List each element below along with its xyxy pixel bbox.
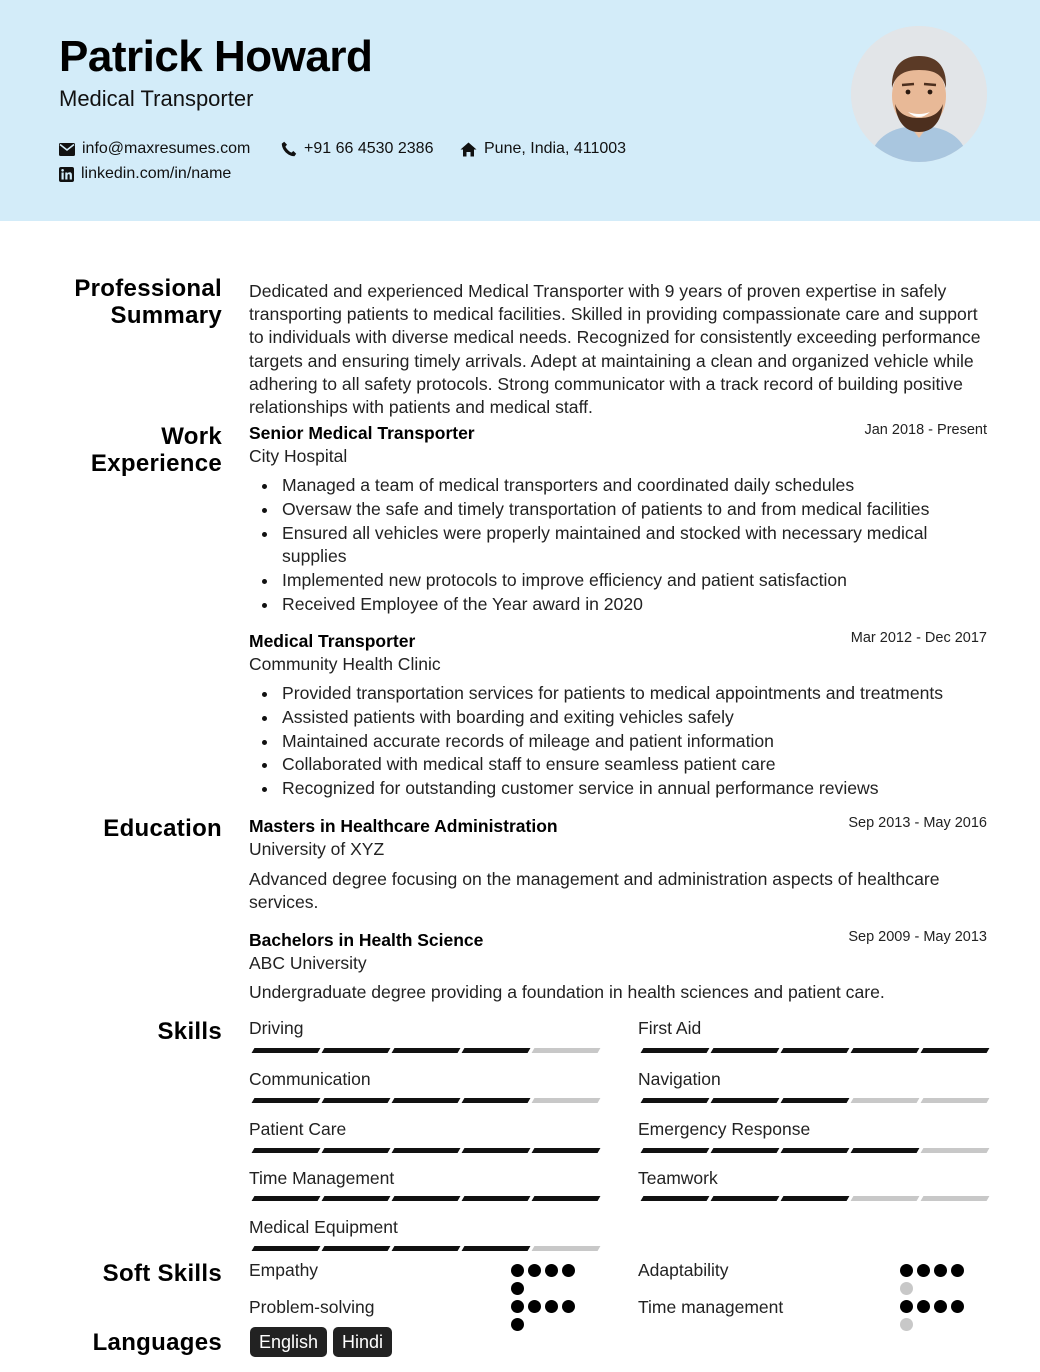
skill-rating-segment bbox=[711, 1048, 780, 1053]
experience-heading bbox=[91, 423, 222, 477]
contact-email[interactable] bbox=[59, 140, 250, 158]
soft-skill-name: Adaptability bbox=[638, 1260, 729, 1280]
experience-heading-line1: Work bbox=[161, 423, 222, 450]
skill-name: Medical Equipment bbox=[249, 1217, 398, 1237]
skill-rating-segment bbox=[392, 1048, 461, 1053]
skill-rating-segment bbox=[462, 1246, 531, 1251]
rating-dot bbox=[545, 1300, 558, 1313]
skill-rating-segment bbox=[322, 1196, 391, 1201]
soft-skill-rating-dots bbox=[511, 1300, 581, 1336]
rating-dot bbox=[917, 1264, 930, 1277]
list-item: Assisted patients with boarding and exiting vehicles safely bbox=[282, 706, 992, 730]
skill-rating-segment bbox=[322, 1246, 391, 1251]
skill-rating-segment bbox=[711, 1148, 780, 1153]
skill-rating-bar bbox=[253, 1246, 603, 1251]
rating-dot bbox=[511, 1318, 524, 1331]
skill-rating-segment bbox=[392, 1246, 461, 1251]
rating-dot bbox=[951, 1264, 964, 1277]
skill-name: Time Management bbox=[249, 1168, 395, 1188]
skill-rating-segment bbox=[462, 1148, 531, 1153]
languages-heading: Languages bbox=[92, 1329, 222, 1356]
skill-rating-segment bbox=[921, 1048, 990, 1053]
skill-rating-segment bbox=[532, 1098, 601, 1103]
rating-dot bbox=[900, 1318, 913, 1331]
job-dates: Jan 2018 - Present bbox=[864, 422, 987, 438]
list-item: Managed a team of medical transporters and coordinated daily schedules bbox=[282, 474, 992, 498]
contact-address bbox=[460, 140, 626, 158]
skill-rating-segment bbox=[781, 1196, 850, 1201]
soft-skill-rating-dots bbox=[511, 1264, 581, 1300]
education-dates: Sep 2009 - May 2013 bbox=[848, 929, 987, 945]
education-description: Advanced degree focusing on the management and administration aspects of healthcare services. bbox=[249, 869, 940, 913]
soft-skill-name: Empathy bbox=[249, 1260, 319, 1280]
rating-dot bbox=[562, 1264, 575, 1277]
school-name: University of XYZ bbox=[249, 839, 385, 859]
skill-rating-segment bbox=[641, 1148, 710, 1153]
summary-heading-line1: Professional bbox=[74, 275, 222, 302]
skill-rating-segment bbox=[252, 1196, 321, 1201]
skill-rating-segment bbox=[462, 1196, 531, 1201]
list-item: Provided transportation services for patients to medical appointments and treatments bbox=[282, 682, 992, 706]
skill-rating-segment bbox=[462, 1098, 531, 1103]
resume-header bbox=[0, 0, 1040, 221]
job-bullets bbox=[282, 682, 992, 801]
skill-rating-segment bbox=[322, 1098, 391, 1103]
list-item: Ensured all vehicles were properly maintained and stocked with necessary medical supplies bbox=[282, 522, 992, 570]
skill-rating-segment bbox=[252, 1246, 321, 1251]
skill-rating-segment bbox=[781, 1148, 850, 1153]
job-company: Community Health Clinic bbox=[249, 654, 441, 674]
contact-linkedin[interactable] bbox=[59, 165, 231, 183]
job-bullets bbox=[282, 474, 992, 617]
skill-rating-segment bbox=[641, 1048, 710, 1053]
skill-rating-segment bbox=[392, 1098, 461, 1103]
linkedin-icon bbox=[59, 167, 74, 182]
skill-rating-segment bbox=[921, 1196, 990, 1201]
rating-dot bbox=[528, 1264, 541, 1277]
soft-skill-rating-dots bbox=[900, 1300, 970, 1336]
skill-name: First Aid bbox=[638, 1018, 702, 1038]
skill-rating-segment bbox=[851, 1098, 920, 1103]
skill-rating-segment bbox=[711, 1098, 780, 1103]
skill-rating-segment bbox=[462, 1048, 531, 1053]
rating-dot bbox=[900, 1282, 913, 1295]
skill-rating-segment bbox=[921, 1148, 990, 1153]
skill-rating-segment bbox=[781, 1098, 850, 1103]
phone-text: +91 66 4530 2386 bbox=[304, 140, 434, 157]
list-item: Implemented new protocols to improve efficiency and patient satisfaction bbox=[282, 569, 992, 593]
skill-rating-segment bbox=[392, 1196, 461, 1201]
skill-rating-segment bbox=[532, 1148, 601, 1153]
list-item: Recognized for outstanding customer service in annual performance reviews bbox=[282, 777, 992, 801]
candidate-title: Medical Transporter bbox=[59, 86, 254, 111]
summary-heading bbox=[74, 275, 222, 329]
linkedin-text: linkedin.com/in/name bbox=[81, 165, 232, 182]
rating-dot bbox=[900, 1300, 913, 1313]
skill-rating-segment bbox=[711, 1196, 780, 1201]
skill-rating-segment bbox=[532, 1048, 601, 1053]
skill-rating-bar bbox=[253, 1196, 603, 1201]
rating-dot bbox=[545, 1264, 558, 1277]
skill-rating-segment bbox=[532, 1196, 601, 1201]
skill-name: Emergency Response bbox=[638, 1119, 811, 1139]
rating-dot bbox=[511, 1300, 524, 1313]
address-text: Pune, India, 411003 bbox=[484, 140, 627, 157]
soft-skill-rating-dots bbox=[900, 1264, 970, 1300]
school-name: ABC University bbox=[249, 953, 367, 973]
degree-title: Masters in Healthcare Administration bbox=[249, 816, 558, 836]
skill-name: Patient Care bbox=[249, 1119, 347, 1139]
skill-rating-segment bbox=[322, 1048, 391, 1053]
skill-rating-segment bbox=[851, 1148, 920, 1153]
degree-title: Bachelors in Health Science bbox=[249, 930, 484, 950]
skill-rating-segment bbox=[252, 1148, 321, 1153]
list-item: Collaborated with medical staff to ensure seamless patient care bbox=[282, 753, 992, 777]
rating-dot bbox=[900, 1264, 913, 1277]
rating-dot bbox=[528, 1300, 541, 1313]
skill-rating-segment bbox=[851, 1048, 920, 1053]
education-dates: Sep 2013 - May 2016 bbox=[848, 815, 987, 831]
rating-dot bbox=[951, 1300, 964, 1313]
skill-name: Driving bbox=[249, 1018, 304, 1038]
skill-rating-bar bbox=[642, 1148, 992, 1153]
job-title: Senior Medical Transporter bbox=[249, 423, 475, 443]
list-item: Oversaw the safe and timely transportation of patients to and from medical facilities bbox=[282, 498, 992, 522]
job-title: Medical Transporter bbox=[249, 631, 416, 651]
contact-phone[interactable] bbox=[281, 140, 433, 158]
skill-name: Teamwork bbox=[638, 1168, 718, 1188]
rating-dot bbox=[934, 1300, 947, 1313]
skill-rating-segment bbox=[532, 1246, 601, 1251]
job-company: City Hospital bbox=[249, 446, 348, 466]
soft-skill-name: Problem-solving bbox=[249, 1297, 375, 1317]
candidate-name: Patrick Howard bbox=[59, 32, 373, 81]
summary-heading-line2: Summary bbox=[110, 302, 222, 329]
skill-rating-segment bbox=[641, 1196, 710, 1201]
skill-rating-bar bbox=[253, 1098, 603, 1103]
home-icon bbox=[460, 142, 477, 157]
education-heading: Education bbox=[103, 815, 222, 842]
language-tag: Hindi bbox=[333, 1327, 392, 1357]
skill-rating-segment bbox=[851, 1196, 920, 1201]
list-item: Maintained accurate records of mileage and patient information bbox=[282, 730, 992, 754]
skill-rating-bar bbox=[642, 1098, 992, 1103]
job-dates: Mar 2012 - Dec 2017 bbox=[850, 630, 987, 646]
skill-rating-segment bbox=[252, 1098, 321, 1103]
rating-dot bbox=[562, 1300, 575, 1313]
rating-dot bbox=[511, 1282, 524, 1295]
skill-rating-segment bbox=[641, 1098, 710, 1103]
rating-dot bbox=[511, 1264, 524, 1277]
skill-name: Navigation bbox=[638, 1069, 721, 1089]
rating-dot bbox=[917, 1300, 930, 1313]
skill-rating-bar bbox=[642, 1196, 992, 1201]
phone-icon bbox=[281, 141, 297, 157]
experience-heading-line2: Experience bbox=[90, 450, 222, 477]
profile-photo bbox=[851, 26, 987, 162]
list-item: Received Employee of the Year award in 2020 bbox=[282, 593, 992, 617]
email-icon bbox=[59, 143, 75, 156]
soft-skill-name: Time management bbox=[638, 1297, 784, 1317]
summary-text: Dedicated and experienced Medical Transporter with 9 years of proven expertise in safely transporting patients to medical facilities. Skilled in providing compassionate care and support to individuals with diverse medical needs. Recognized for consistently exceeding performance targets and ensuring timely arrivals. Adept at maintaining a clean and organized vehicle while adhering to all safety protocols. Strong communicator with a track record of building positive relationships with patients and medical staff. bbox=[249, 281, 981, 418]
skill-name: Communication bbox=[249, 1069, 371, 1089]
language-tag: English bbox=[250, 1327, 327, 1357]
skill-rating-segment bbox=[322, 1148, 391, 1153]
education-description: Undergraduate degree providing a foundation in health sciences and patient care. bbox=[249, 982, 885, 1002]
email-text: info@maxresumes.com bbox=[82, 140, 251, 157]
skill-rating-segment bbox=[781, 1048, 850, 1053]
skills-heading: Skills bbox=[157, 1018, 222, 1045]
skill-rating-segment bbox=[921, 1098, 990, 1103]
skill-rating-segment bbox=[392, 1148, 461, 1153]
skill-rating-bar bbox=[253, 1148, 603, 1153]
rating-dot bbox=[934, 1264, 947, 1277]
skill-rating-bar bbox=[253, 1048, 603, 1053]
soft-skills-heading: Soft Skills bbox=[102, 1260, 222, 1287]
skill-rating-segment bbox=[252, 1048, 321, 1053]
skill-rating-bar bbox=[642, 1048, 992, 1053]
